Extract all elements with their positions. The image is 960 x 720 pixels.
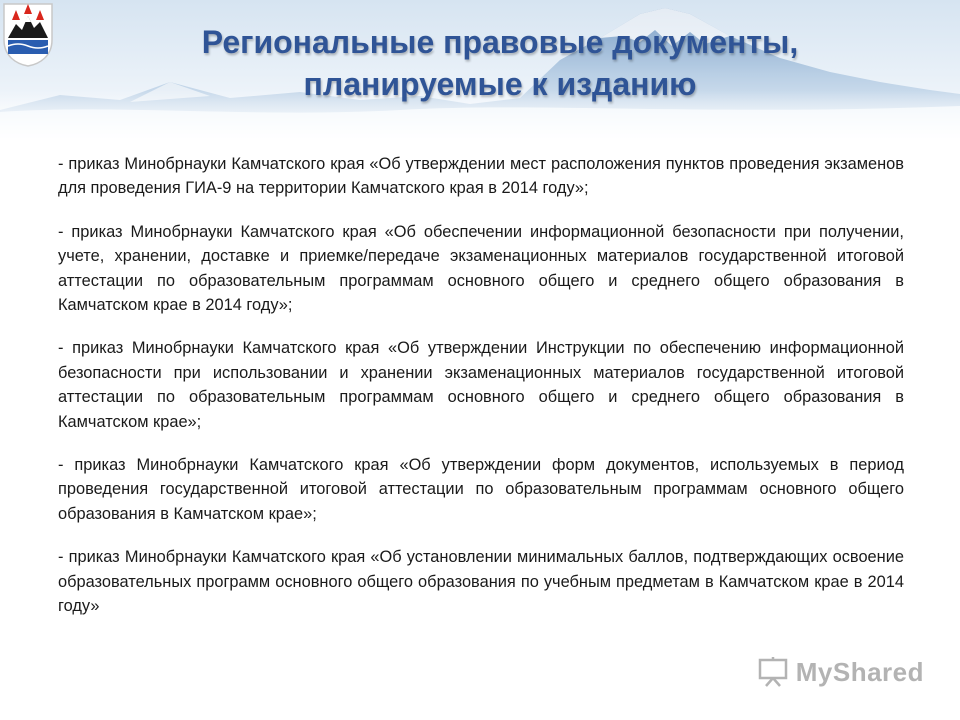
- watermark: [756, 654, 924, 690]
- watermark-text: MyShared: [795, 656, 924, 687]
- header-banner: [0, 0, 960, 140]
- kamchatka-emblem-icon: [0, 0, 56, 68]
- list-item: - приказ Минобрнауки Камчатского края «Об утверждении мест расположения пунктов проведения экзаменов для проведения ГИА-9 на территории Камчатского края в 2014 году»;: [58, 155, 904, 198]
- page-title-line1: Региональные правовые документы,: [201, 24, 799, 60]
- list-item: - приказ Минобрнауки Камчатского края «Об установлении минимальных баллов, подтверждающих освоение образовательных программ основного общего образования по учебным предметам в Камчатском крае в 2014 году»: [58, 548, 904, 616]
- list-item: - приказ Минобрнауки Камчатского края «Об утверждении форм документов, используемых в период проведения государственной итоговой аттестации по образовательным программам основного общего образования в Камчатском крае»;: [58, 456, 904, 523]
- list-item: - приказ Минобрнауки Камчатского края «Об обеспечении информационной безопасности при получении, учете, хранении, доставке и приемке/передаче экзаменационных материалов государственной итоговой аттестации по образовательным программам основного общего и среднего общего образования в Камчатском крае в 2014 году»;: [58, 222, 904, 315]
- document-list: [58, 152, 904, 638]
- list-item: - приказ Минобрнауки Камчатского края «Об утверждении Инструкции по обеспечению информационной безопасности при использовании и хранении экзаменационных материалов государственной итоговой аттестации по образовательным программам основного общего и среднего общего образования в Камчатском крае»;: [58, 339, 904, 431]
- chalkboard-icon: [756, 656, 790, 688]
- page-title-line2: планируемые к изданию: [303, 66, 697, 102]
